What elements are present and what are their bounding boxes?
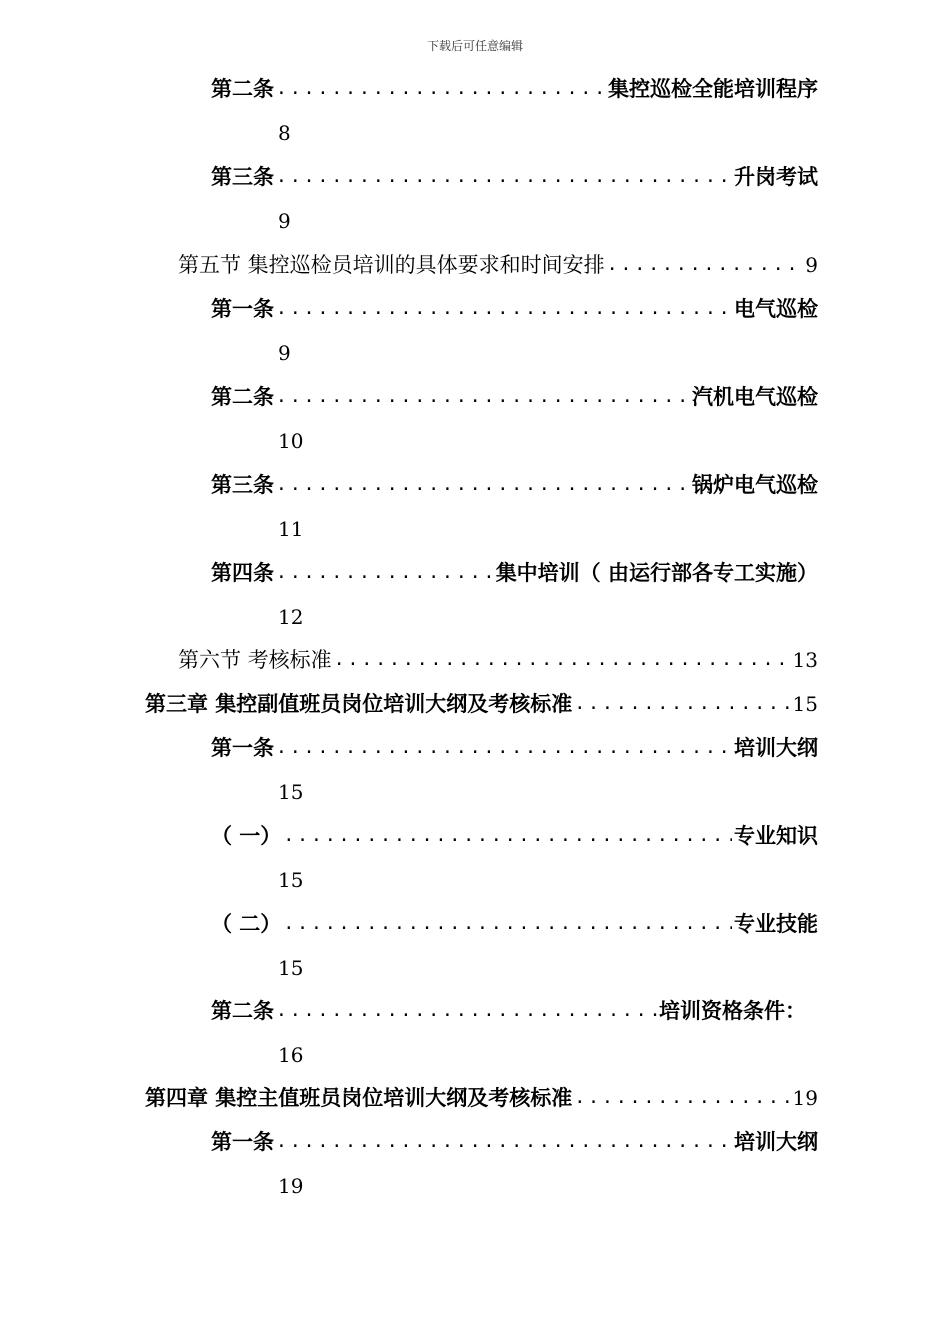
toc-entry-page: 8 [278, 121, 291, 145]
toc-leader-dots [276, 162, 732, 192]
toc-entry-label: 第四章 集控主值班员岗位培训大纲及考核标准 [145, 1086, 573, 1110]
toc-entry-title: 锅炉电气巡检 [692, 473, 818, 497]
toc-entry-page: 9 [805, 253, 818, 277]
toc-entry-label: 第二条 [211, 77, 274, 101]
toc-entry-title: 集控巡检全能培训程序 [608, 77, 818, 101]
toc-leader-dots [283, 821, 732, 851]
toc-entry[interactable] [211, 382, 818, 412]
toc-entry-title: 电气巡检 [734, 297, 818, 321]
toc-entry-page: 16 [278, 1043, 304, 1067]
toc-entry-page: 9 [278, 209, 291, 233]
toc-entry[interactable] [211, 558, 818, 588]
toc-leader-dots [283, 909, 732, 939]
toc-entry-label: 第五节 集控巡检员培训的具体要求和时间安排 [178, 253, 605, 277]
toc-entry-page: 15 [278, 780, 304, 804]
toc-section-entry[interactable] [178, 645, 818, 675]
toc-leader-dots [276, 294, 732, 324]
toc-entry-page: 13 [792, 648, 818, 672]
toc-entry[interactable] [211, 162, 818, 192]
toc-entry-label: 第六节 考核标准 [178, 648, 332, 672]
toc-entry-title: 专业知识 [734, 824, 818, 848]
toc-entry-page: 15 [792, 692, 818, 716]
toc-section-entry[interactable] [178, 250, 818, 280]
toc-entry[interactable] [211, 996, 806, 1026]
toc-entry[interactable] [211, 733, 818, 763]
toc-leader-dots [276, 1127, 732, 1157]
toc-entry-page: 12 [278, 605, 304, 629]
toc-entry-title: 培训资格条件： [659, 999, 806, 1023]
toc-entry-label: （ 二） [211, 912, 282, 936]
toc-entry-label: 第一条 [211, 297, 274, 321]
toc-leader-dots [607, 250, 804, 280]
toc-chapter-entry[interactable] [145, 689, 818, 719]
toc-entry[interactable] [211, 294, 818, 324]
toc-leader-dots [334, 645, 791, 675]
toc-entry[interactable] [211, 74, 818, 104]
toc-entry-label: 第一条 [211, 1130, 274, 1154]
toc-leader-dots [276, 996, 657, 1026]
toc-entry-label: 第三章 集控副值班员岗位培训大纲及考核标准 [145, 692, 573, 716]
toc-chapter-entry[interactable] [145, 1083, 818, 1113]
toc-entry-label: 第一条 [211, 736, 274, 760]
toc-entry-title: 集中培训（ 由运行部各专工实施） [495, 561, 818, 585]
toc-entry-page: 15 [278, 956, 304, 980]
toc-entry[interactable] [211, 1127, 818, 1157]
toc-entry[interactable] [211, 470, 818, 500]
toc-entry-label: 第三条 [211, 473, 274, 497]
toc-leader-dots [276, 382, 690, 412]
toc-entry-title: 培训大纲 [734, 736, 818, 760]
toc-entry-title: 汽机电气巡检 [692, 385, 818, 409]
toc-entry-page: 19 [792, 1086, 818, 1110]
toc-entry-title: 升岗考试 [734, 165, 818, 189]
toc-entry-label: 第二条 [211, 999, 274, 1023]
toc-entry-label: 第三条 [211, 165, 274, 189]
toc-leader-dots [276, 558, 494, 588]
toc-leader-dots [276, 733, 732, 763]
toc-entry-page: 15 [278, 868, 304, 892]
toc-entry-page: 19 [278, 1174, 304, 1198]
toc-entry-label: （ 一） [211, 824, 282, 848]
toc-entry-title: 培训大纲 [734, 1130, 818, 1154]
toc-entry-title: 专业技能 [734, 912, 818, 936]
toc-leader-dots [574, 689, 790, 719]
page-header-note: 下载后可任意编辑 [426, 39, 523, 53]
toc-leader-dots [574, 1083, 790, 1113]
toc-entry-page: 11 [278, 517, 304, 541]
toc-leader-dots [276, 470, 690, 500]
toc-entry-label: 第四条 [211, 561, 274, 585]
toc-entry[interactable] [211, 909, 818, 939]
toc-entry-label: 第二条 [211, 385, 274, 409]
toc-leader-dots [276, 74, 606, 104]
toc-entry-page: 10 [278, 429, 304, 453]
toc-entry-page: 9 [278, 341, 291, 365]
toc-entry[interactable] [211, 821, 818, 851]
